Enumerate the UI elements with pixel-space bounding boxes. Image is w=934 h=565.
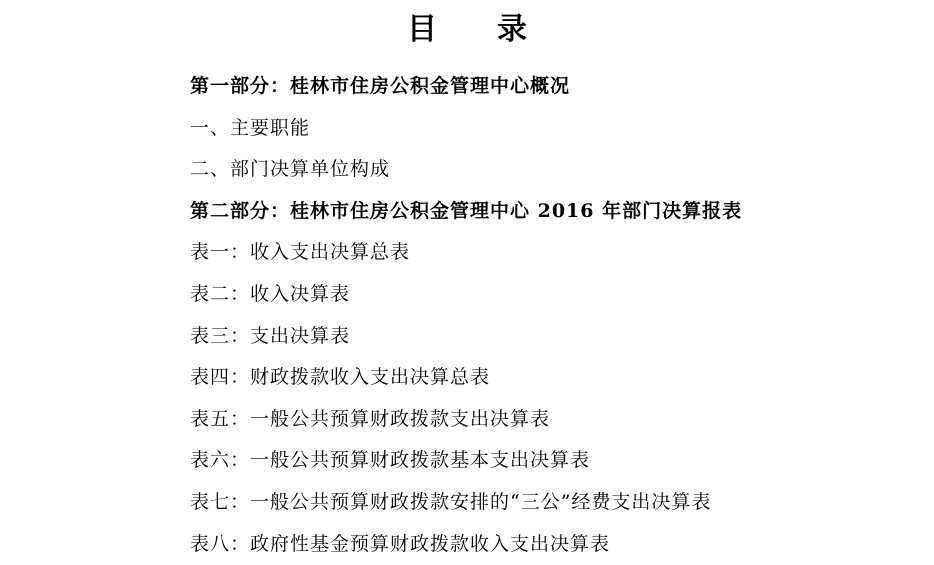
toc-entry-table-4: 表四：财政拨款收入支出决算总表 [190, 366, 491, 389]
toc-entry-part-one: 第一部分：桂林市住房公积金管理中心概况 [190, 75, 571, 97]
toc-title: 目 录 [407, 12, 527, 47]
toc-entry-table-3: 表三：支出决算表 [190, 324, 351, 347]
toc-entry-main-functions: 一、主要职能 [190, 116, 311, 139]
toc-entry-table-8: 表八：政府性基金预算财政拨款收入支出决算表 [190, 532, 611, 555]
toc-entry-table-2: 表二：收入决算表 [190, 282, 351, 305]
toc-entry-part-two: 第二部分：桂林市住房公积金管理中心 2016 年部门决算报表 [190, 199, 743, 222]
toc-entry-table-5: 表五：一般公共预算财政拨款支出决算表 [190, 407, 551, 430]
toc-entry-table-6: 表六：一般公共预算财政拨款基本支出决算表 [190, 449, 591, 472]
toc-entry-table-7: 表七：一般公共预算财政拨款安排的“三公”经费支出决算表 [190, 490, 712, 513]
toc-entry-table-1: 表一：收入支出决算总表 [190, 241, 411, 264]
toc-list [190, 66, 742, 565]
toc-entry-unit-composition: 二、部门决算单位构成 [190, 158, 391, 181]
